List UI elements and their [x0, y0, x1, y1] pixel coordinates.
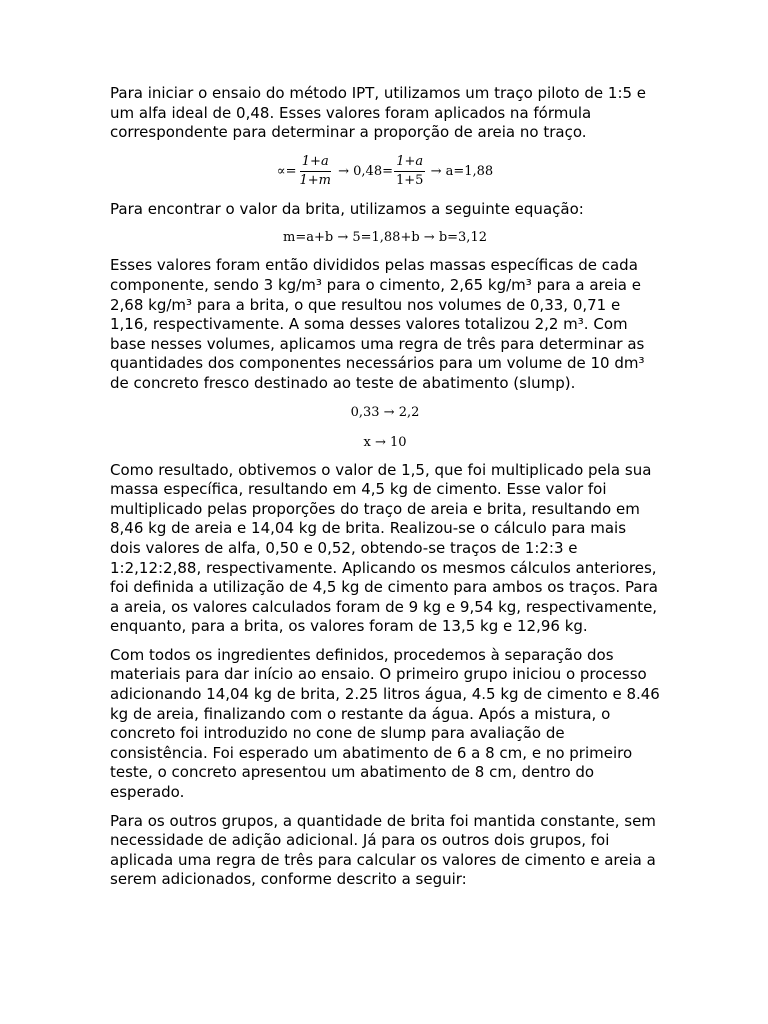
equation-rule-of-three-line-2: x → 10: [363, 434, 407, 450]
paragraph-procedure: Com todos os ingredientes definidos, procedemos à separação dos materiais para dar início ao ensaio. O primeiro grupo iniciou o processo adicionando 14,04 kg de brita, 2.25 litros água, 4.5 kg de cimento e 8.46 kg de areia, finalizando com o restante da água. Após a mistura, o concreto foi introduzido no cone de slump para avaliação de consistência. Foi esperado um abatimento de 6 a 8 cm, e no primeiro teste, o concreto apresentou um abatimento de 8 cm, dentro do esperado.: [110, 645, 660, 802]
equation-rule-of-three-line-1: 0,33 → 2,2: [350, 404, 420, 420]
paragraph-intro: Para iniciar o ensaio do método IPT, utilizamos um traço piloto de 1:5 e um alfa ideal de 0,48. Esses valores foram aplicados na fórmula correspondente para determinar a proporção de areia no traço.: [110, 84, 647, 142]
fraction-numerator: 1+a: [394, 154, 425, 172]
fraction-denominator: 1+m: [299, 173, 331, 189]
paragraph-results: Como resultado, obtivemos o valor de 1,5, que foi multiplicado pela sua massa específica, resultando em 4,5 kg de cimento. Esse valor foi multiplicado pelas proporções do traço de areia e brita, resultando em 8,46 kg de areia e 14,04 kg de brita. Realizou-se o cálculo para mais dois valores de alfa, 0,50 e 0,52, obtendo-se traços de 1:2:3 e 1:2,12:2,88, respectivamente. Aplicando os mesmos cálculos anteriores, foi definida a utilização de 4,5 kg de cimento para ambos os traços. Para a areia, os valores calculados foram de 9 kg e 9,54 kg, respectivamente, enquanto, para a brita, os valores foram de 13,5 kg e 12,96 kg.: [110, 460, 658, 636]
fraction-denominator: 1+5: [396, 173, 424, 189]
fraction-numerator: 1+a: [300, 154, 331, 172]
fraction-alpha-general: [298, 154, 334, 189]
paragraph-other-groups: Para os outros grupos, a quantidade de brita foi mantida constante, sem necessidade de adição adicional. Já para os outros dois grupos, foi aplicada uma regra de três para calcular os valores de cimento e areia a serem adicionados, conforme descrito a seguir:: [110, 811, 656, 889]
equation-alpha-lhs: ∝=: [276, 163, 297, 179]
paragraph-volumes: Esses valores foram então divididos pelas massas específicas de cada componente, sendo 3 kg/m³ para o cimento, 2,65 kg/m³ para a areia e 2,68 kg/m³ para a brita, o que resultou nos volumes de 0,33, 0,71 e 1,16, respectivamente. A soma desses valores totalizou 2,2 m³. Com base nesses volumes, aplicamos uma regra de três para determinar as quantidades dos componentes necessários para um volume de 10 dm³ de concreto fresco destinado ao teste de abatimento (slump).: [110, 256, 645, 392]
equation-alpha-arrow: → 0,48=: [334, 163, 393, 179]
document-page: [110, 84, 660, 899]
equation-alpha-result: → a=1,88: [426, 163, 494, 179]
equation-alpha: [110, 152, 660, 192]
equation-brita: m=a+b → 5=1,88+b → b=3,12: [283, 230, 487, 246]
paragraph-brita-intro: Para encontrar o valor da brita, utilizamos a seguinte equação:: [110, 199, 584, 218]
fraction-alpha-values: [394, 154, 425, 189]
